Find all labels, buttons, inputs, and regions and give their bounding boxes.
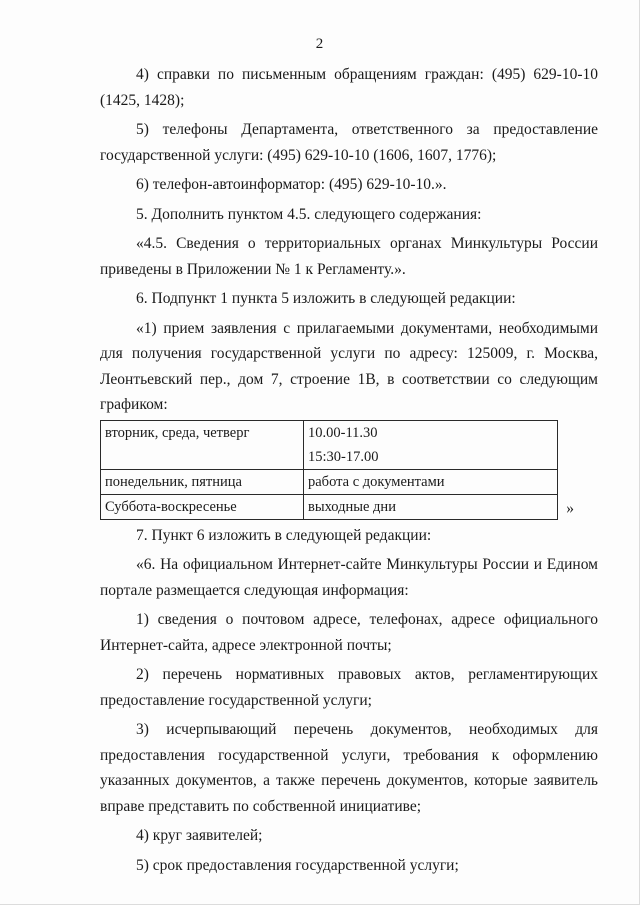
paragraph-item-4-5: «4.5. Сведения о территориальных органах Минкультуры России приведены в Приложении № 1 к Регламенту.». xyxy=(100,235,598,278)
table-row xyxy=(101,494,558,519)
schedule-table xyxy=(100,420,558,520)
paragraph-department-phones: 5) телефоны Департамента, ответственного за предоставление государственной услуги: (495) 629-10-10 (1606, 1607, 1776); xyxy=(100,121,598,164)
paragraph-legal-acts: 2) перечень нормативных правовых актов, регламентирующих предоставление государственной услуги; xyxy=(100,666,598,709)
schedule-time-line: 15:30-17.00 xyxy=(308,448,379,465)
paragraph-item-7: 7. Пункт 6 изложить в следующей редакции: xyxy=(136,526,432,544)
paragraph-reception: «1) прием заявления с прилагаемыми документами, необходимыми для получения государственной услуги по адресу: 125009, г. Москва, Леонтьевский пер., дом 7, строение 1В, в соответствии со следующим графиком: xyxy=(100,319,598,413)
schedule-day-cell: понедельник, пятница xyxy=(101,469,304,494)
paragraph-item-6-website: «6. На официальном Интернет-сайте Минкультуры России и Едином портале размещается следующая информация: xyxy=(100,556,598,599)
schedule-table-wrapper xyxy=(100,420,598,520)
paragraph-applicants: 4) круг заявителей; xyxy=(136,827,263,844)
schedule-day-cell: Суббота-воскресенье xyxy=(101,494,304,519)
schedule-time-line: 10.00-11.30 xyxy=(308,424,378,441)
paragraph-postal-info: 1) сведения о почтовом адресе, телефонах, адресе официального Интернет-сайта, адресе электронной почты; xyxy=(100,611,598,654)
page-number: 2 xyxy=(315,36,324,52)
document-body xyxy=(100,62,598,882)
paragraph-service-term: 5) срок предоставления государственной услуги; xyxy=(136,856,459,874)
schedule-time-cell xyxy=(304,420,558,469)
paragraph-reference-phones: 4) справки по письменным обращениям граждан: (495) 629-10-10 (1425, 1428); xyxy=(100,66,598,109)
schedule-time-cell: работа с документами xyxy=(304,469,558,494)
paragraph-item-6: 6. Подпункт 1 пункта 5 изложить в следующей редакции: xyxy=(136,290,516,307)
paragraph-documents-list: 3) исчерпывающий перечень документов, необходимых для предоставления государственной услуги, требования к оформлению указанных документов, а также перечень документов, которые заявитель вправе представить по собственной инициативе; xyxy=(100,721,598,815)
table-row xyxy=(101,420,558,469)
schedule-day-cell: вторник, среда, четверг xyxy=(101,420,304,469)
paragraph-autoinformer: 6) телефон-автоинформатор: (495) 629-10-10.». xyxy=(136,176,447,193)
paragraph-item-5: 5. Дополнить пунктом 4.5. следующего содержания: xyxy=(136,205,482,223)
closing-quote-mark: » xyxy=(566,499,574,517)
schedule-time-cell: выходные дни xyxy=(304,494,558,519)
table-row xyxy=(101,469,558,494)
